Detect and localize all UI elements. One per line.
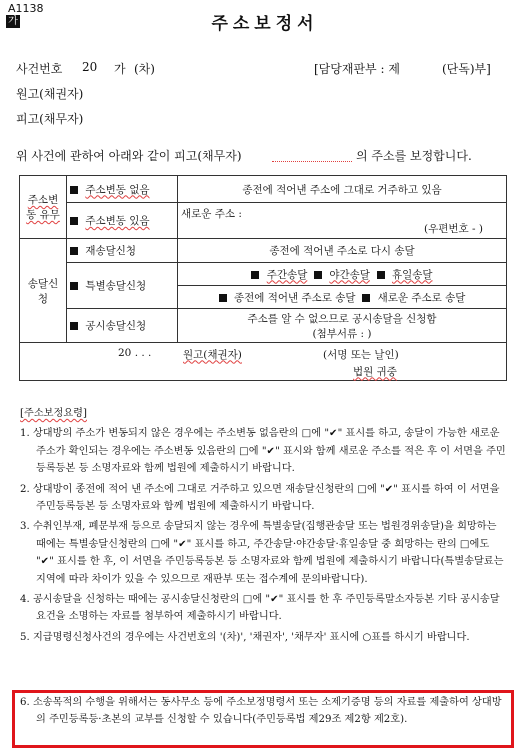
form-code: A1138 [8,2,44,15]
special-time-options[interactable]: 주간송달 야간송달 휴일송달 [178,263,507,286]
public-desc: 주소를 알 수 없으므로 공시송달을 신청함 [247,312,437,325]
case-year: 20 [82,60,98,74]
postal-code: (우편번호 - ) [424,222,483,235]
notes-heading: [주소보정요령] [20,408,87,419]
special-address-options[interactable]: 종전에 적어낸 주소로 송달 새로운 주소로 송달 [178,286,507,309]
no-change-desc: 종전에 적어낸 주소에 그대로 거주하고 있음 [178,176,507,203]
case-type: 가 [114,62,126,76]
note-item: 2. 상대방이 종전에 적어 낸 주소에 그대로 거주하고 있으면 재송달신청란의 □에 "✔" 표시를 하여 이 서면을 주민등록등본 등 소명자료와 함께 법원에 제출하시기 바랍니다. [20,483,500,513]
public-attachment: (첨부서류 : ) [312,327,372,340]
defendant-label: 피고(채무자) [16,112,84,126]
note-item: 5. 지급명령신청사건의 경우에는 사건번호의 '(차)', '채권자', '채무자' 표시에 ○표를 하시기 바랍니다. [20,631,470,643]
new-address-checkbox[interactable] [362,294,370,302]
holiday-checkbox[interactable] [377,271,385,279]
form-badge: 가 [6,15,20,28]
court-addressee: 법원 귀중 [353,365,397,378]
highlight-box [12,690,514,748]
new-address-label: 새로운 주소 : [181,207,242,220]
public-cell[interactable] [178,309,507,343]
has-change-checkbox[interactable] [70,217,78,225]
resend-option[interactable]: 재송달신청 [67,239,178,263]
delivery-header: 송달신청 [20,239,67,343]
case-label: 사건번호 [16,62,63,76]
note-item: 4. 공시송달을 신청하는 때에는 공시송달신청란의 □에 "✔" 표시를 한 후 주민등록말소자등본 기타 공시송달요건을 소명하는 자료를 첨부하여 제출하시기 바랍니다. [20,594,500,623]
document-title: 주소보정서 [211,14,319,34]
old-address-checkbox[interactable] [219,294,227,302]
has-change-option[interactable]: 주소변동 있음 [67,203,178,239]
change-header: 주소변동 유무 [20,176,67,239]
panel-label: [담당재판부 : 제 [314,62,400,76]
intro-text-b: 의 주소를 보정합니다. [356,149,472,163]
night-checkbox[interactable] [314,271,322,279]
no-change-option[interactable]: 주소변동 없음 [67,176,178,203]
signature-note: (서명 또는 날인) [323,348,399,361]
instructions [20,405,506,649]
date-line: 20 . . . [118,346,152,359]
special-checkbox[interactable] [70,282,78,290]
signature-row[interactable] [20,343,507,381]
public-option[interactable]: 공시송달신청 [67,309,178,343]
note-item: 1. 상대방의 주소가 변동되지 않은 경우에는 주소변동 없음란의 □에 "✔" 표시를 하고, 송달이 가능한 새로운 주소가 확인되는 경우에는 주소변동 있음란의 □에 "✔" 표시와 함께 새로운 주소를 적은 후 이 서면을 주민등록등본 등 소명자료와 함께 법원에 제출하시기 바랍니다. [20,428,506,475]
public-checkbox[interactable] [70,322,78,330]
no-change-checkbox[interactable] [70,186,78,194]
new-address-cell[interactable] [178,203,507,239]
note-item: 3. 수취인부재, 폐문부재 등으로 송달되지 않는 경우에 특별송달(집행관송달 또는 법원경위송달)을 희망하는 때에는 특별송달신청란의 □에 "✔" 표시를 하고, 주간송달·야간송달·휴일송달 중 희망하는 란의 □에도 "✔" 표시를 한 후, 이 서면을 주민등록등본 등 소명자료와 함께 법원에 제출하시기 바랍니다(특별송달료는 지역에 따라 차이가 있을 수 있으므로 재판부 또는 접수계에 문의바랍니다). [20,521,504,585]
signer-party: 원고(채권자) [183,348,242,361]
case-suffix: (차) [134,62,155,76]
address-table [19,175,507,381]
resend-desc: 종전에 적어낸 주소로 다시 송달 [178,239,507,263]
resend-checkbox[interactable] [70,247,78,255]
intro-text-a: 위 사건에 관하여 아래와 같이 피고(채무자) [16,149,242,163]
plaintiff-label: 원고(채권자) [16,87,84,101]
day-checkbox[interactable] [251,271,259,279]
panel-suffix: (단독)부] [442,62,491,76]
special-option[interactable]: 특별송달신청 [67,263,178,309]
defendant-name-blank[interactable] [272,161,352,162]
note-item: 6. 소송목적의 수행을 위해서는 동사무소 등에 주소보정명령서 또는 소제기증명 등의 자료를 제출하여 상대방의 주민등록등·초본의 교부를 신청할 수 있습니다(주민등록법 제29조 제2항 제2호). [20,697,502,726]
